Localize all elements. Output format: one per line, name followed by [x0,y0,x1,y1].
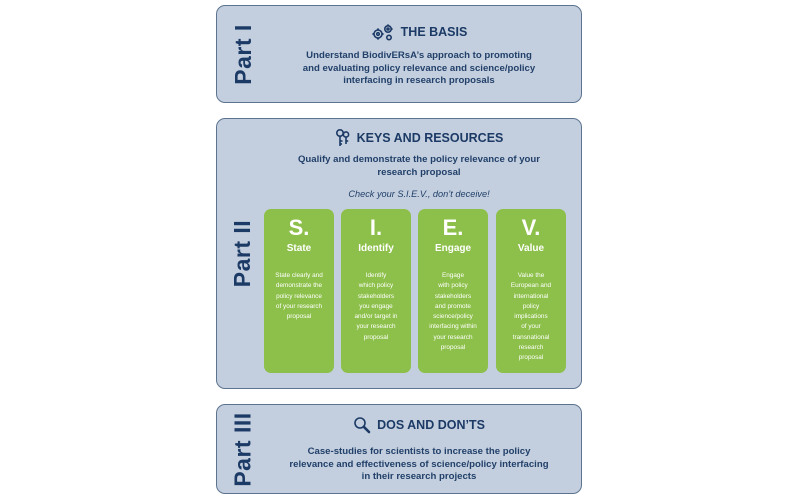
card-text-line: your research [433,333,473,341]
card-title: State [286,243,312,254]
card-title: Engage [434,243,472,254]
card-text-line: proposal [440,344,466,352]
card-text [422,271,484,353]
card-text-line: research [518,344,544,352]
card-title: Value [517,243,545,254]
part-3-desc-line: relevance and effectiveness of science/policy interfacing [289,458,549,470]
card-text-line: of your [521,323,541,331]
card-text-line: proposal [286,313,312,321]
part-2-panel [216,118,582,389]
card-text-line: implications [514,313,548,321]
card-text-line: and promote [435,302,471,310]
card-text-line: European and [510,282,552,290]
card-engage [418,209,488,373]
part-3-heading-text: DOS AND DON’TS [377,418,485,432]
part-1-desc-line: interfacing in research proposals [343,75,495,86]
card-text-line: policy [522,302,540,310]
part-2-desc-line: research proposal [377,166,461,178]
card-text-line: interfacing within [429,323,477,331]
card-text [500,271,562,364]
card-text-line: stakeholders [357,292,395,300]
card-text-line: you engage [359,302,393,310]
card-text-line: proposal [518,354,544,362]
card-text-line: which policy [358,282,394,290]
part-1-heading-text: THE BASIS [400,25,468,39]
part-3-desc-line: Case-studies for scientists to increase the policy [307,446,531,457]
card-text-line: transnational [512,333,550,341]
card-letter: E. [442,215,464,240]
card-text-line: international [513,292,549,300]
part-1-label-wrap [225,6,261,102]
card-text-line: proposal [363,333,389,341]
part-1-description [275,50,563,88]
card-letter: V. [521,215,541,240]
card-text-line: policy relevance [276,292,322,300]
part-2-heading-text: KEYS AND RESOURCES [356,131,504,145]
part-2-heading [261,128,577,148]
card-text-line: State clearly and [275,272,323,279]
part-3-label: Part III [229,411,256,487]
card-text-line: of your research [275,302,323,310]
part-2-desc-line: Qualify and demonstrate the policy relevance of your [297,154,541,165]
card-text-line: Identify [365,272,387,279]
card-text-line: demonstrate the [275,282,323,290]
part-1-panel [216,5,582,103]
part-2-label: Part II [229,219,256,288]
siev-slogan: Check your S.I.E.V., don’t deceive! [348,189,490,199]
part-3-label-wrap [225,405,261,493]
card-text-line: science/policy [433,313,473,321]
card-text [268,271,330,322]
card-text [345,271,407,343]
part-1-label: Part I [229,23,256,85]
part-3-panel [216,404,582,494]
card-text-line: Engage [441,272,465,279]
part-1-desc-line: Understand BiodivERsA’s approach to promoting [306,50,532,61]
card-identify [341,209,411,373]
part-1-desc-line: and evaluating policy relevance and science/policy [302,62,536,74]
card-text-line: and/or target in [354,313,398,321]
card-title: Identify [358,243,394,254]
card-letter: S. [288,215,310,240]
card-text-line: stakeholders [434,292,472,300]
card-text-line: with policy [438,282,468,290]
part-3-desc-line: in their research projects [361,471,477,482]
part-1-heading [261,23,577,41]
part-3-heading [261,416,577,434]
gears-icon [371,23,395,41]
magnifier-icon [353,416,371,434]
part-2-description [275,154,563,179]
card-letter: I. [369,215,383,240]
card-text-line: Value the [517,272,545,279]
card-value [496,209,566,373]
card-text-line: your research [356,323,396,331]
keys-icon [335,128,351,148]
part-2-label-wrap [225,119,261,388]
card-state [264,209,334,373]
part-3-description [275,446,563,484]
